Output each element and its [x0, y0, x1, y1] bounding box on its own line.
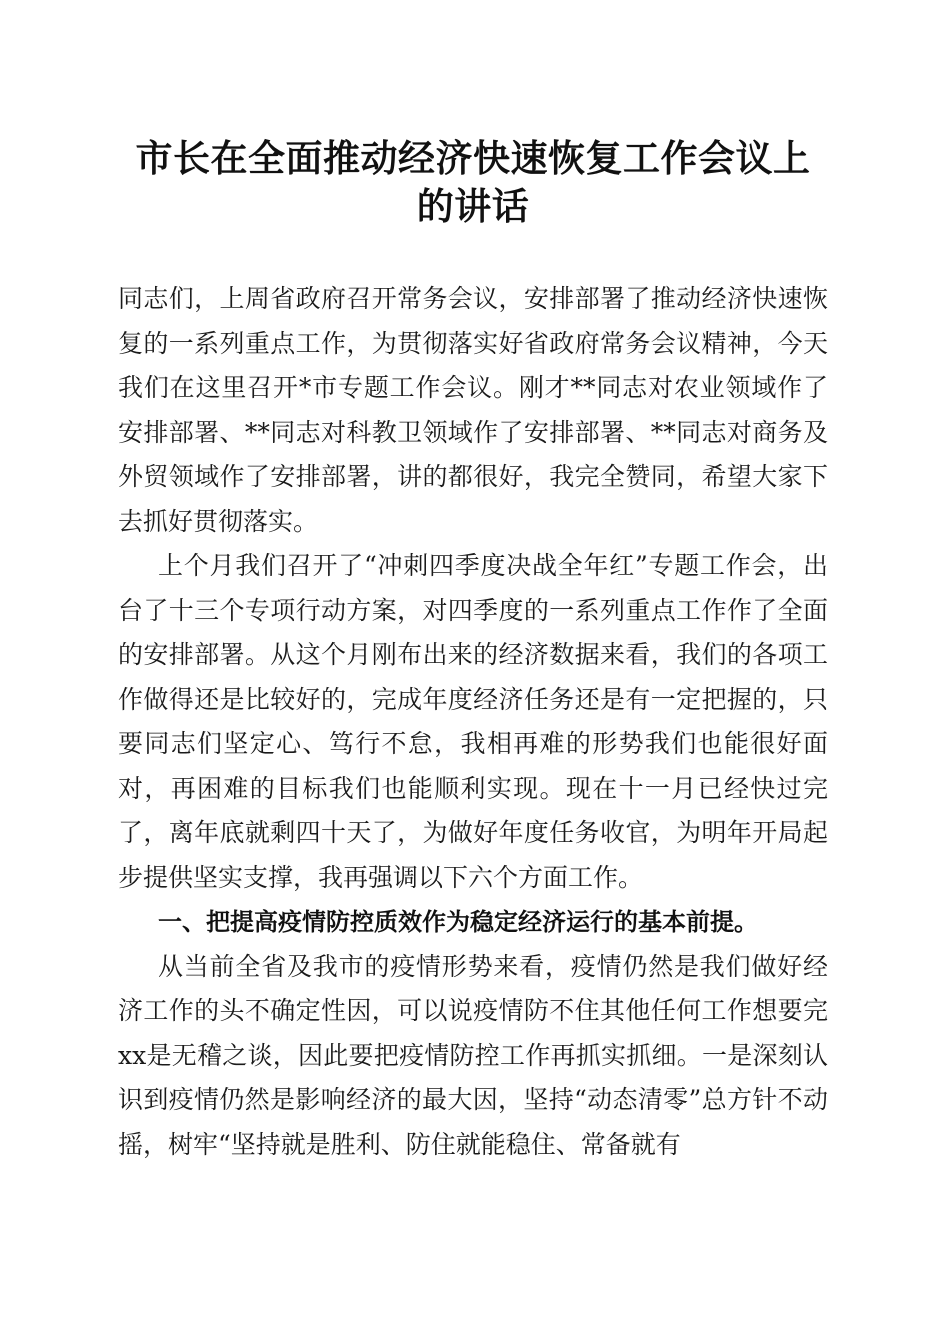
document-body: [118, 277, 828, 1167]
paragraph-section-1: 从当前全省及我市的疫情形势来看，疫情仍然是我们做好经济工作的头不确定性因，可以说疫情防不住其他任何工作想要完xx是无稽之谈，因此要把疫情防控工作再抓实抓细。一是深刻认识到疫情仍然是影响经济的最大因，坚持“动态清零”总方针不动摇，树牢“坚持就是胜利、防住就能稳住、常备就有: [118, 951, 828, 1159]
paragraph-review: 上个月我们召开了“冲刺四季度决战全年红”专题工作会，出台了十三个专项行动方案，对四季度的一系列重点工作作了全面的安排部署。从这个月刚布出来的经济数据来看，我们的各项工作做得还是比较好的，完成年度经济任务还是有一定把握的，只要同志们坚定心、笃行不怠，我相再难的形势我们也能很好面对，再困难的目标我们也能顺利实现。现在十一月已经快过完了，离年底就剩四十天了，为做好年度任务收官，为明年开局起步提供坚实支撑，我再强调以下六个方面工作。: [118, 551, 828, 892]
paragraph-opening: 同志们，上周省政府召开常务会议，安排部署了推动经济快速恢复的一系列重点工作，为贯彻落实好省政府常务会议精神，今天我们在这里召开*市专题工作会议。刚才**同志对农业领域作了安排部署、**同志对科教卫领域作了安排部署、**同志对商务及外贸领域作了安排部署，讲的都很好，我完全赞同，希望大家下去抓好贯彻落实。: [118, 284, 828, 536]
section-heading-1: 一、把提高疫情防控质效作为稳定经济运行的基本前提。: [158, 908, 758, 936]
document-title: 市长在全面推动经济快速恢复工作会议上的讲话: [135, 136, 811, 228]
